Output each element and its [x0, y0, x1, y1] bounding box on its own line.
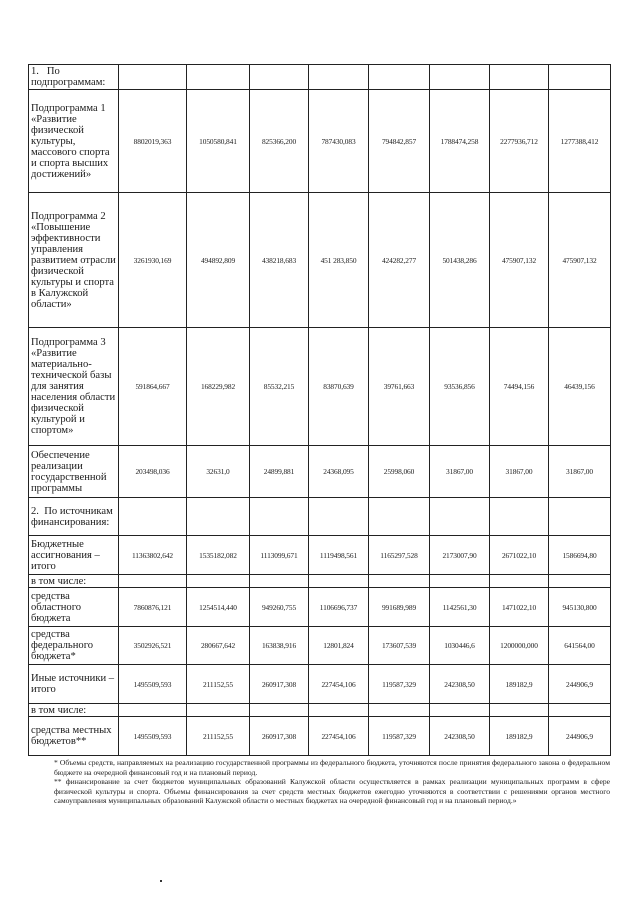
- amount-cell: 24368,095: [309, 446, 369, 498]
- amount-cell: 1495509,593: [119, 665, 187, 704]
- amount-cell: 83870,639: [309, 328, 369, 446]
- amount-cell: 32631,0: [187, 446, 250, 498]
- amount-cell: 211152,55: [187, 717, 250, 756]
- table-row: [29, 90, 611, 193]
- row-label: средства областного бюджета: [29, 588, 119, 627]
- amount-cell: 85532,215: [250, 328, 309, 446]
- amount-cell: [369, 65, 430, 90]
- amount-cell: 438218,683: [250, 193, 309, 328]
- amount-cell: [430, 498, 490, 536]
- amount-cell: 451 283,850: [309, 193, 369, 328]
- amount-cell: 1254514,440: [187, 588, 250, 627]
- amount-cell: 39761,663: [369, 328, 430, 446]
- amount-cell: 591864,667: [119, 328, 187, 446]
- amount-cell: 242308,50: [430, 665, 490, 704]
- amount-cell: 3502926,521: [119, 627, 187, 665]
- amount-cell: 825366,200: [250, 90, 309, 193]
- amount-cell: 2173007,90: [430, 536, 490, 575]
- amount-cell: 7860876,121: [119, 588, 187, 627]
- amount-cell: [430, 575, 490, 588]
- amount-cell: 46439,156: [549, 328, 611, 446]
- scan-speck: [160, 880, 162, 882]
- amount-cell: [187, 704, 250, 717]
- amount-cell: 794842,857: [369, 90, 430, 193]
- amount-cell: [490, 498, 549, 536]
- table-row: [29, 588, 611, 627]
- amount-cell: [119, 498, 187, 536]
- table-row: [29, 65, 611, 90]
- amount-cell: [187, 65, 250, 90]
- amount-cell: 2277936,712: [490, 90, 549, 193]
- amount-cell: 260917,308: [250, 717, 309, 756]
- amount-cell: 163838,916: [250, 627, 309, 665]
- amount-cell: 227454,106: [309, 717, 369, 756]
- row-label: 1. По подпрограммам:: [29, 65, 119, 90]
- amount-cell: 494892,809: [187, 193, 250, 328]
- amount-cell: [369, 498, 430, 536]
- table-row: [29, 717, 611, 756]
- amount-cell: 991689,989: [369, 588, 430, 627]
- amount-cell: [187, 498, 250, 536]
- amount-cell: [430, 65, 490, 90]
- amount-cell: 211152,55: [187, 665, 250, 704]
- amount-cell: 2671022,10: [490, 536, 549, 575]
- table-row: [29, 498, 611, 536]
- amount-cell: [119, 704, 187, 717]
- amount-cell: 244906,9: [549, 717, 611, 756]
- amount-cell: 787430,083: [309, 90, 369, 193]
- amount-cell: 1471022,10: [490, 588, 549, 627]
- amount-cell: 1113099,671: [250, 536, 309, 575]
- amount-cell: 74494,156: [490, 328, 549, 446]
- amount-cell: [309, 65, 369, 90]
- amount-cell: 24899,881: [250, 446, 309, 498]
- amount-cell: 1495509,593: [119, 717, 187, 756]
- amount-cell: [187, 575, 250, 588]
- amount-cell: 1030446,6: [430, 627, 490, 665]
- row-label: Иные источники – итого: [29, 665, 119, 704]
- amount-cell: 1535182,082: [187, 536, 250, 575]
- row-label: Бюджетные ассигнования – итого: [29, 536, 119, 575]
- amount-cell: [250, 704, 309, 717]
- amount-cell: 25998,060: [369, 446, 430, 498]
- budget-table: [28, 64, 611, 756]
- table-row: [29, 536, 611, 575]
- amount-cell: 1277388,412: [549, 90, 611, 193]
- amount-cell: 260917,308: [250, 665, 309, 704]
- amount-cell: [549, 704, 611, 717]
- amount-cell: 242308,50: [430, 717, 490, 756]
- amount-cell: [490, 65, 549, 90]
- amount-cell: 203498,036: [119, 446, 187, 498]
- amount-cell: [369, 575, 430, 588]
- table-row: [29, 704, 611, 717]
- amount-cell: 3261930,169: [119, 193, 187, 328]
- amount-cell: [250, 498, 309, 536]
- amount-cell: [369, 704, 430, 717]
- amount-cell: [490, 704, 549, 717]
- row-label: в том числе:: [29, 575, 119, 588]
- amount-cell: [549, 575, 611, 588]
- amount-cell: [549, 65, 611, 90]
- amount-cell: 475907,132: [549, 193, 611, 328]
- amount-cell: 1788474,258: [430, 90, 490, 193]
- table-row: [29, 575, 611, 588]
- footnote-municipal: ** финансирование за счет бюджетов муниципальных образований Калужской области осуществляется в рамках реализации муниципальных программ в сфере физической культуры и спорта. Объемы финансирования за счет средств местных бюджетов ежегодно уточняются в соответствии с решениями органов местного самоуправления муниципальных образований Калужской области о местных бюджетах на очередной финансовый год и на плановый период.»: [54, 777, 610, 806]
- amount-cell: 227454,106: [309, 665, 369, 704]
- amount-cell: [490, 575, 549, 588]
- table-row: [29, 328, 611, 446]
- row-label: Подпрограмма 1 «Развитие физической культуры, массового спорта и спорта высших достижений»: [29, 90, 119, 193]
- amount-cell: [119, 65, 187, 90]
- amount-cell: 501438,286: [430, 193, 490, 328]
- amount-cell: 949260,755: [250, 588, 309, 627]
- amount-cell: [250, 65, 309, 90]
- amount-cell: 11363802,642: [119, 536, 187, 575]
- amount-cell: 8802019,363: [119, 90, 187, 193]
- amount-cell: [309, 575, 369, 588]
- amount-cell: 93536,856: [430, 328, 490, 446]
- row-label: Подпрограмма 3 «Развитие материально-технической базы для занятия населения области физической культурой и спортом»: [29, 328, 119, 446]
- amount-cell: 244906,9: [549, 665, 611, 704]
- amount-cell: 31867,00: [490, 446, 549, 498]
- row-label: в том числе:: [29, 704, 119, 717]
- table-row: [29, 627, 611, 665]
- amount-cell: 119587,329: [369, 717, 430, 756]
- row-label: Подпрограмма 2 «Повышение эффективности управления развитием отрасли физической культуры и спорта в Калужской области»: [29, 193, 119, 328]
- amount-cell: 1106696,737: [309, 588, 369, 627]
- amount-cell: [309, 704, 369, 717]
- amount-cell: 31867,00: [549, 446, 611, 498]
- amount-cell: [309, 498, 369, 536]
- amount-cell: 189182,9: [490, 665, 549, 704]
- amount-cell: 173607,539: [369, 627, 430, 665]
- footnotes: [54, 758, 610, 806]
- amount-cell: 475907,132: [490, 193, 549, 328]
- amount-cell: 1200000,000: [490, 627, 549, 665]
- row-label: средства местных бюджетов**: [29, 717, 119, 756]
- footnote-federal: * Объемы средств, направляемых на реализацию государственной программы из федерального бюджета, уточняются после принятия федерального закона о федеральном бюджете на очередной финансовый год и на плановый период.: [54, 758, 610, 777]
- amount-cell: 1050580,841: [187, 90, 250, 193]
- amount-cell: 119587,329: [369, 665, 430, 704]
- table-row: [29, 193, 611, 328]
- amount-cell: 641564,00: [549, 627, 611, 665]
- amount-cell: 945130,800: [549, 588, 611, 627]
- amount-cell: 280667,642: [187, 627, 250, 665]
- amount-cell: 424282,277: [369, 193, 430, 328]
- amount-cell: [430, 704, 490, 717]
- amount-cell: [119, 575, 187, 588]
- amount-cell: 168229,982: [187, 328, 250, 446]
- amount-cell: [250, 575, 309, 588]
- table-row: [29, 665, 611, 704]
- amount-cell: 1165297,528: [369, 536, 430, 575]
- amount-cell: 1119498,561: [309, 536, 369, 575]
- table-row: [29, 446, 611, 498]
- amount-cell: 31867,00: [430, 446, 490, 498]
- amount-cell: 1142561,30: [430, 588, 490, 627]
- amount-cell: [549, 498, 611, 536]
- amount-cell: 189182,9: [490, 717, 549, 756]
- amount-cell: 1586694,80: [549, 536, 611, 575]
- row-label: Обеспечение реализации государственной программы: [29, 446, 119, 498]
- row-label: средства федерального бюджета*: [29, 627, 119, 665]
- row-label: 2. По источникам финансирования:: [29, 498, 119, 536]
- amount-cell: 12801,824: [309, 627, 369, 665]
